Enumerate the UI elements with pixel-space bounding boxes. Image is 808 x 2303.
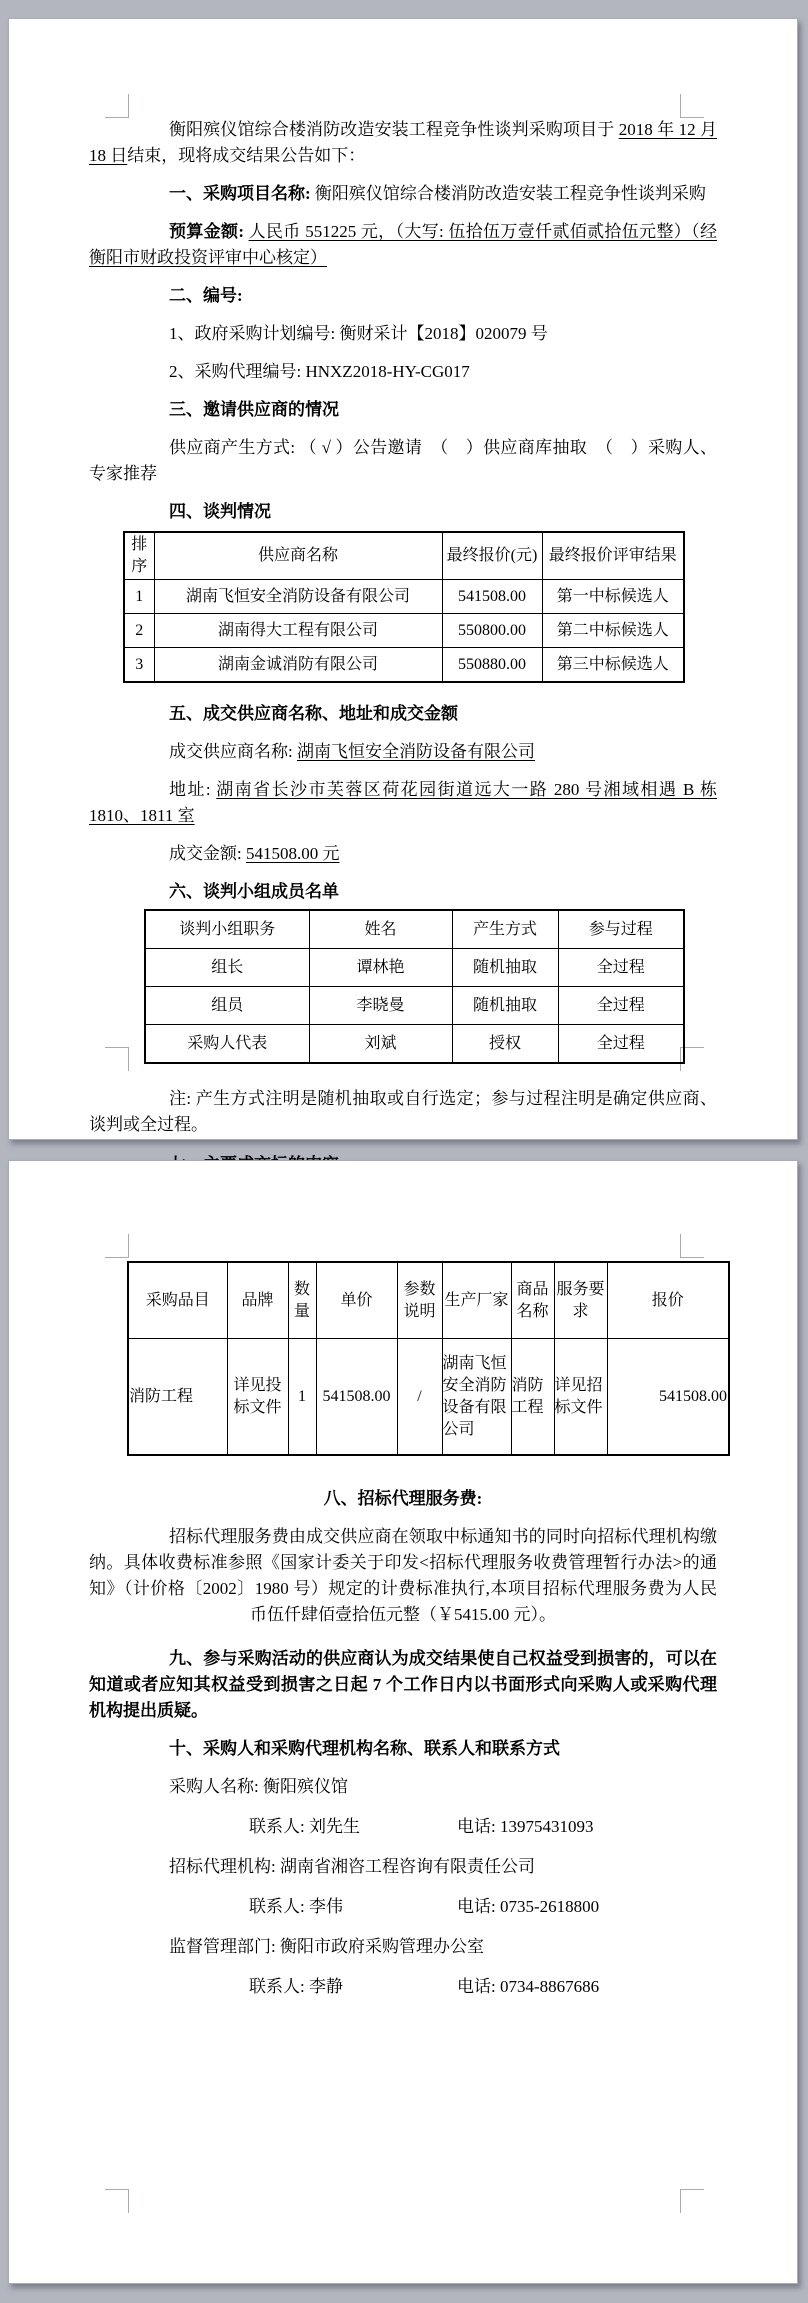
cell-item: 消防工程 xyxy=(128,1339,227,1456)
section-9-paragraph: 九、参与采购活动的供应商认为成交结果使自己权益受到损害的，可以在知道或者应知其权益受到损害之日起 7 个工作日内以书面形式向采购人或采购代理机构提出质疑。 xyxy=(89,1649,717,1720)
cell-role: 采购人代表 xyxy=(145,1025,309,1064)
section-2-heading: 二、编号: xyxy=(169,286,243,305)
cell-supplier: 湖南金诚消防有限公司 xyxy=(154,648,442,683)
cell-rank: 1 xyxy=(124,580,154,614)
cell-manufacturer: 湖南飞恒安全消防设备有限公司 xyxy=(442,1339,511,1456)
col-header-unit-price: 单价 xyxy=(316,1262,397,1339)
col-header-name: 姓名 xyxy=(309,910,452,949)
cell-brand: 详见投标文件 xyxy=(227,1339,288,1456)
phone-label: 电话: xyxy=(457,1897,500,1916)
col-header-quoted-price: 报价 xyxy=(607,1262,729,1339)
table-row xyxy=(145,987,684,1025)
section-4-heading: 四、谈判情况 xyxy=(169,502,271,521)
cell-product-name: 消防工程 xyxy=(511,1339,554,1456)
cell-final-price: 550800.00 xyxy=(442,614,542,648)
contact-label: 联系人: xyxy=(249,1897,309,1916)
contact-name: 刘先生 xyxy=(308,1817,360,1836)
winner-name-line xyxy=(89,739,717,765)
col-header-role: 谈判小组职务 xyxy=(145,910,309,949)
cell-participation: 全过程 xyxy=(558,949,684,987)
page-1-content xyxy=(89,117,717,1190)
col-header-rank: 排序 xyxy=(124,532,154,580)
col-header-product-name: 商品名称 xyxy=(511,1262,554,1339)
table-header-row xyxy=(128,1262,729,1339)
phone-label: 电话: xyxy=(457,1817,500,1836)
section-5-heading: 五、成交供应商名称、地址和成交金额 xyxy=(169,704,458,723)
contact-name: 李伟 xyxy=(308,1897,343,1916)
agency-name: 湖南省湘咨工程咨询有限责任公司 xyxy=(279,1857,535,1876)
table-row xyxy=(124,648,684,683)
agency-contact-line xyxy=(89,1894,717,1920)
intro-tail: 结束，现将成交结果公告如下： xyxy=(127,146,366,165)
col-header-supplier: 供应商名称 xyxy=(154,532,442,580)
purchaser-name: 衡阳殡仪馆 xyxy=(262,1777,348,1796)
table-header-row xyxy=(145,910,684,949)
deal-amount-label: 成交金额: xyxy=(169,844,246,863)
section-8-heading: 八、招标代理服务费: xyxy=(323,1489,483,1508)
contact-name: 李静 xyxy=(308,1977,343,1996)
col-header-item: 采购品目 xyxy=(128,1262,227,1339)
table-row xyxy=(124,614,684,648)
section-1-project-name xyxy=(89,181,717,207)
text-boundary-mark-bottom-left xyxy=(105,2189,129,2213)
budget-label: 预算金额: xyxy=(169,222,249,241)
col-header-brand: 品牌 xyxy=(227,1262,288,1339)
cell-service-requirement: 详见招标文件 xyxy=(554,1339,607,1456)
cell-participation: 全过程 xyxy=(558,1025,684,1064)
budget-value-underlined: 人民币 551225 元，（大写: 伍拾伍万壹仟贰佰贰拾伍元整）（经衡阳市财政投资评审中心核定） xyxy=(89,222,717,267)
table-row xyxy=(145,1025,684,1064)
budget-paragraph xyxy=(89,219,717,271)
cell-quantity: 1 xyxy=(288,1339,316,1456)
cell-role: 组长 xyxy=(145,949,309,987)
cell-participation: 全过程 xyxy=(558,987,684,1025)
section-6-heading: 六、谈判小组成员名单 xyxy=(169,882,339,901)
document-page-1 xyxy=(8,18,798,1140)
purchaser-contact-line xyxy=(89,1814,717,1840)
supervisor-contact-line xyxy=(89,1974,717,2000)
table-row xyxy=(124,580,684,614)
cell-rank: 2 xyxy=(124,614,154,648)
winner-address-underlined: 湖南省长沙市芙蓉区荷花园街道远大一路 280 号湘域相遇 B 栋 1810、1811 室 xyxy=(89,780,717,825)
phone-number: 13975431093 xyxy=(499,1817,594,1836)
section-3-heading: 三、邀请供应商的情况 xyxy=(169,400,339,419)
cell-name: 谭林艳 xyxy=(309,949,452,987)
negotiation-result-table xyxy=(123,531,685,683)
contact-label: 联系人: xyxy=(249,1817,309,1836)
cell-supplier: 湖南飞恒安全消防设备有限公司 xyxy=(154,580,442,614)
cell-review-result: 第一中标候选人 xyxy=(542,580,684,614)
text-boundary-mark-top-right xyxy=(680,1234,704,1258)
agency-number-line: 2、采购代理编号: HNXZ2018-HY-CG017 xyxy=(169,362,470,381)
text-boundary-mark-top-left xyxy=(105,1234,129,1258)
intro-paragraph xyxy=(89,117,717,169)
cell-name: 李晓曼 xyxy=(309,987,452,1025)
text-boundary-mark-top-left xyxy=(105,94,129,118)
text-boundary-mark-top-right xyxy=(680,94,704,118)
col-header-selection-method: 产生方式 xyxy=(452,910,558,949)
winner-name-underlined: 湖南飞恒安全消防设备有限公司 xyxy=(296,742,535,761)
winner-name-label: 成交供应商名称: xyxy=(169,742,297,761)
cell-quoted-price: 541508.00 xyxy=(607,1339,729,1456)
intro-date-underlined: 2018 年 12 月 18 日 xyxy=(89,120,718,165)
cell-selection-method: 随机抽取 xyxy=(452,949,558,987)
cell-unit-price: 541508.00 xyxy=(316,1339,397,1456)
document-page-2 xyxy=(8,1160,798,2284)
col-header-participation: 参与过程 xyxy=(558,910,684,949)
phone-number: 0734-8867686 xyxy=(499,1977,600,1996)
supplier-source-line: 供应商产生方式: （ √ ）公告邀请 （ ）供应商库抽取 （ ）采购人、专家推荐 xyxy=(89,438,717,483)
intro-lead: 衡阳殡仪馆综合楼消防改造安装工程竞争性谈判采购项目于 xyxy=(169,120,619,139)
cell-name: 刘斌 xyxy=(309,1025,452,1064)
plan-number-line: 1、政府采购计划编号: 衡财采计【2018】020079 号 xyxy=(169,324,548,343)
col-header-service-requirement: 服务要求 xyxy=(554,1262,607,1339)
cell-review-result: 第二中标候选人 xyxy=(542,614,684,648)
table-row xyxy=(145,949,684,987)
deal-items-table xyxy=(127,1261,730,1456)
cell-selection-method: 随机抽取 xyxy=(452,987,558,1025)
section-1-value: 衡阳殡仪馆综合楼消防改造安装工程竞争性谈判采购 xyxy=(314,184,706,203)
supervisor-label: 监督管理部门: xyxy=(169,1937,280,1956)
agency-fee-paragraph: 招标代理服务费由成交供应商在领取中标通知书的同时向招标代理机构缴纳。具体收费标准参照《国家计委关于印发<招标代理服务收费管理暂行办法>的通知》（计价格〔2002〕1980 号）规定的计费标准执行,本项目招标代理服务费为人民币伍仟肆佰壹拾伍元整（￥5415.00 元）。 xyxy=(89,1527,717,1624)
col-header-quantity: 数量 xyxy=(288,1262,316,1339)
cell-final-price: 541508.00 xyxy=(442,580,542,614)
deal-amount-underlined: 541508.00 元 xyxy=(245,844,340,863)
purchaser-label: 采购人名称: xyxy=(169,1777,263,1796)
agency-label: 招标代理机构: xyxy=(169,1857,280,1876)
phone-number: 0735-2618800 xyxy=(499,1897,600,1916)
col-header-manufacturer: 生产厂家 xyxy=(442,1262,511,1339)
col-header-final-price: 最终报价(元) xyxy=(442,532,542,580)
negotiation-panel-table xyxy=(144,909,685,1064)
cell-review-result: 第三中标候选人 xyxy=(542,648,684,683)
page-2-content xyxy=(89,1261,727,2014)
cell-role: 组员 xyxy=(145,987,309,1025)
cell-rank: 3 xyxy=(124,648,154,683)
section-1-label: 一、采购项目名称: xyxy=(169,184,315,203)
contact-label: 联系人: xyxy=(249,1977,309,1996)
cell-supplier: 湖南得大工程有限公司 xyxy=(154,614,442,648)
deal-amount-line xyxy=(89,841,717,867)
agency-line xyxy=(89,1854,717,1880)
cell-parameters: / xyxy=(397,1339,442,1456)
col-header-parameters: 参数说明 xyxy=(397,1262,442,1339)
cell-selection-method: 授权 xyxy=(452,1025,558,1064)
winner-address-label: 地址: xyxy=(169,780,217,799)
purchaser-line xyxy=(89,1774,717,1800)
supervisor-name: 衡阳市政府采购管理办公室 xyxy=(279,1937,484,1956)
col-header-review-result: 最终报价评审结果 xyxy=(542,532,684,580)
text-boundary-mark-bottom-right xyxy=(680,2189,704,2213)
phone-label: 电话: xyxy=(457,1977,500,1996)
winner-address-line xyxy=(89,777,717,829)
supervisor-line xyxy=(89,1934,717,1960)
cell-final-price: 550880.00 xyxy=(442,648,542,683)
table-row xyxy=(128,1339,729,1456)
table-header-row xyxy=(124,532,684,580)
panel-note: 注: 产生方式注明是随机抽取或自行选定；参与过程注明是确定供应商、谈判或全过程。 xyxy=(89,1089,717,1134)
section-10-heading: 十、采购人和采购代理机构名称、联系人和联系方式 xyxy=(169,1739,560,1758)
